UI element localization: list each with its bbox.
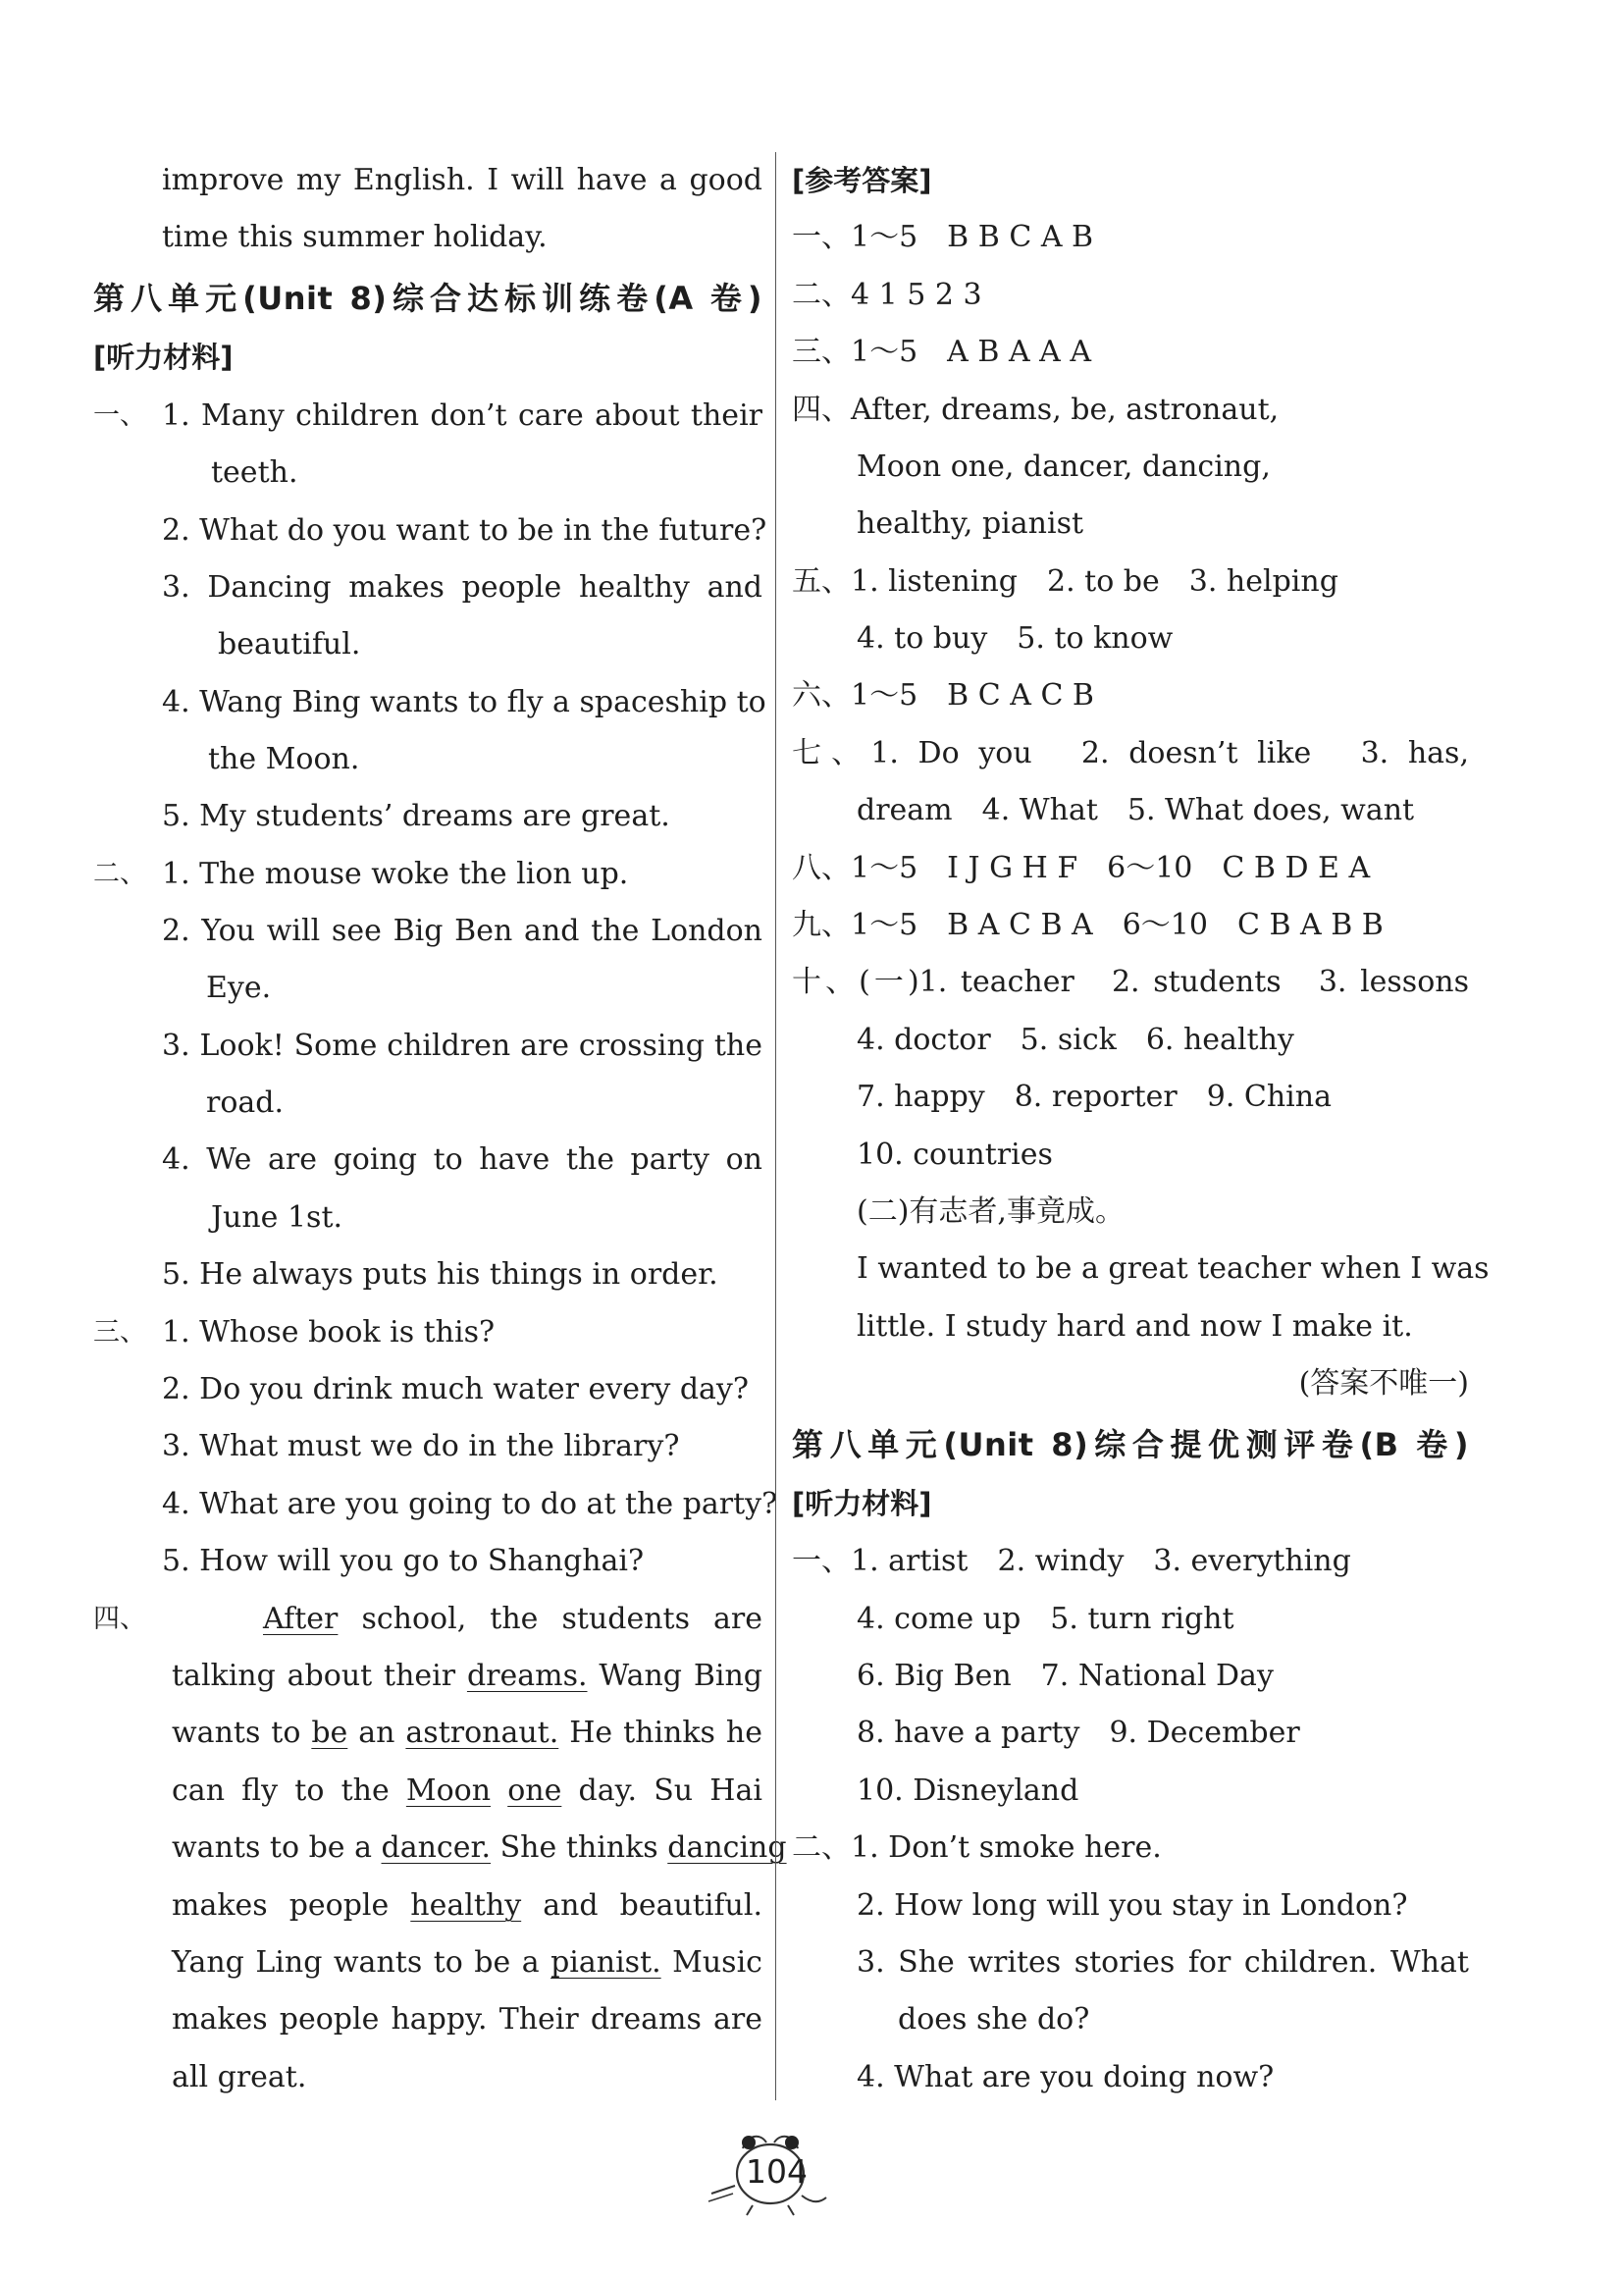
answer-8: 八、1～5 I J G H F 6～10 C B D E A [792,851,1371,885]
s2-line-8: 5. He always puts his things in order. [162,1257,718,1292]
passage-word: students [561,1602,690,1636]
passage-word: makes [172,2002,268,2037]
passage-word: beautiful. [619,1888,762,1923]
passage-word: their [384,1659,456,1693]
passage-word: Yang [172,1945,244,1980]
s2-line-6: 4. We are going to have the party on [162,1142,762,1177]
s3-line-4: 4. What are you going to do at the party? [162,1487,778,1521]
s3-line-3: 3. What must we do in the library? [162,1429,680,1463]
passage-word: day. [578,1773,638,1808]
passage-line-5 [172,1820,787,1877]
passage-word: Wang [599,1659,682,1693]
blank-answer-be: be [311,1716,348,1750]
answer-3: 三、1～5 A B A A A [792,335,1092,369]
passage-word: Music [672,1945,762,1980]
passage-word: to [433,1945,463,1980]
section-2-mark: 二、 [93,859,146,889]
b2-line-1: 二、1. Don’t smoke here. [792,1830,1162,1865]
passage-word: be [474,1945,511,1980]
answer-10-line-5: (二)有志者,事竟成。 [857,1194,1125,1229]
passage-word: the [341,1773,390,1808]
listening-material-tag-b: [听力材料] [792,1487,932,1520]
s3-line-2: 2. Do you drink much water every day? [162,1372,749,1406]
b1-line-1: 一、1. artist 2. windy 3. everything [792,1544,1351,1578]
answer-7-line-1: 七、1. Do you 2. doesn’t like 3. has, [792,736,1469,770]
answer-5-line-2: 4. to buy 5. to know [857,621,1174,656]
passage-line-2 [172,1648,762,1705]
answer-10-line-2: 4. doctor 5. sick 6. healthy [857,1023,1294,1057]
passage-word: wants [333,1945,423,1980]
passage-word: can [172,1773,226,1808]
passage-word: fly [241,1773,279,1808]
s1-line-3: 2. What do you want to be in the future? [162,513,767,548]
b1-line-2: 4. come up 5. turn right [857,1602,1234,1636]
intro-line-2: time this summer holiday. [162,220,548,254]
passage-word: He [569,1716,613,1750]
passage-word: dreams [590,2002,702,2037]
blank-answer-dreams: dreams. [466,1659,588,1693]
passage-line-7 [172,1934,762,1991]
passage-word: She [499,1830,557,1865]
s1-line-8: 5. My students’ dreams are great. [162,799,670,833]
passage-word: an [358,1716,395,1750]
b1-line-5: 10. Disneyland [857,1773,1079,1808]
blank-answer-pianist: pianist. [550,1945,661,1980]
page-number: 104 [746,2152,808,2191]
blank-answer-astronaut: astronaut. [405,1716,559,1750]
answer-2: 二、4 1 5 2 3 [792,278,982,312]
s2-line-4: 3. Look! Some children are crossing the [162,1029,762,1063]
section-title-a: 第八单元(Unit 8)综合达标训练卷(A 卷) [93,280,762,317]
passage-word: a [354,1830,372,1865]
answer-note: (答案不唯一) [1298,1366,1469,1401]
answer-10-line-3: 7. happy 8. reporter 9. China [857,1080,1332,1114]
blank-answer-after: After [263,1602,339,1636]
blank-answer-moon: Moon [405,1773,492,1808]
answer-4-line-1: 四、After, dreams, be, astronaut, [792,393,1280,427]
blank-answer-dancer: dancer. [381,1830,492,1865]
s3-line-1: 1. Whose book is this? [162,1315,496,1350]
passage-word: he [725,1716,762,1750]
s1-line-7: the Moon. [208,742,360,776]
passage-word: Hai [709,1773,762,1808]
listening-material-tag: [听力材料] [93,341,234,374]
blank-answer-one: one [507,1773,562,1808]
passage-word: about [287,1659,373,1693]
answer-4-line-2: Moon one, dancer, dancing, [857,450,1271,484]
b2-line-4: does she do? [898,2002,1090,2037]
b2-line-2: 2. How long will you stay in London? [857,1888,1408,1923]
s1-line-1: 1. Many children don’t care about their [162,398,762,433]
section-4-mark: 四、 [93,1604,146,1634]
section-3-mark: 三、 [93,1317,146,1348]
answer-10-line-7: little. I study hard and now I make it. [857,1309,1413,1344]
passage-line-1 [263,1591,762,1648]
answers-tag: [参考答案] [792,164,932,197]
passage-word: thinks [623,1716,715,1750]
passage-word: thinks [565,1830,658,1865]
passage-word: are [712,2002,762,2037]
s1-line-2: teeth. [211,455,298,490]
passage-word: Ling [255,1945,323,1980]
section-title-b: 第八单元(Unit 8)综合提优测评卷(B 卷) [792,1426,1469,1463]
passage-line-4 [172,1763,762,1820]
passage-word: makes [172,1888,268,1923]
b1-line-3: 6. Big Ben 7. National Day [857,1659,1274,1693]
s2-line-7: June 1st. [211,1200,343,1235]
passage-word: the [490,1602,539,1636]
s3-line-5: 5. How will you go to Shanghai? [162,1544,645,1578]
s2-line-2: 2. You will see Big Ben and the London [162,914,762,948]
passage-word: to [294,1773,325,1808]
s2-line-1: 1. The mouse woke the lion up. [162,857,629,891]
blank-answer-dancing: dancing [667,1830,787,1865]
s1-line-5: beautiful. [218,627,361,662]
b2-line-3: 3. She writes stories for children. What [857,1945,1469,1980]
passage-line-6 [172,1878,762,1934]
passage-word: people [288,1888,390,1923]
passage-word: Their [498,2002,579,2037]
passage-word: wants [172,1716,261,1750]
b1-line-4: 8. have a party 9. December [857,1716,1300,1750]
passage-word: are [713,1602,763,1636]
answer-1: 一、1～5 B B C A B [792,220,1094,254]
answer-10-line-6: I wanted to be a great teacher when I was [857,1251,1490,1286]
passage-line-3 [172,1705,762,1762]
passage-word: people [279,2002,380,2037]
passage-word: wants [172,1830,261,1865]
s2-line-3: Eye. [206,971,272,1005]
answer-10-line-4: 10. countries [857,1138,1053,1172]
answer-4-line-3: healthy, pianist [857,506,1084,541]
passage-line-9: all great. [172,2060,307,2094]
blank-answer-healthy: healthy [410,1888,522,1923]
passage-word: to [271,1716,301,1750]
passage-word: happy. [391,2002,488,2037]
passage-word: a [521,1945,540,1980]
answer-7-line-2: dream 4. What 5. What does, want [857,793,1415,827]
passage-word: to [269,1830,300,1865]
section-1-mark: 一、 [93,400,146,431]
passage-word: be [308,1830,345,1865]
s2-line-5: road. [206,1085,285,1120]
passage-word: and [543,1888,599,1923]
passage-word: talking [172,1659,276,1693]
b2-line-5: 4. What are you doing now? [857,2060,1275,2094]
s1-line-4: 3. Dancing makes people healthy and [162,570,762,605]
passage-word: school, [361,1602,467,1636]
passage-word: Su [654,1773,694,1808]
passage-word: Bing [693,1659,762,1693]
s1-line-6: 4. Wang Bing wants to fly a spaceship to [162,685,766,719]
intro-line-1: improve my English. I will have a good [162,163,762,197]
passage-line-8 [172,1991,762,2048]
answer-9: 九、1～5 B A C B A 6～10 C B A B B [792,908,1384,942]
answer-10-line-1: 十、(一)1. teacher 2. students 3. lessons [792,965,1469,999]
column-divider [775,152,776,2100]
answer-5-line-1: 五、1. listening 2. to be 3. helping [792,564,1338,599]
answer-6: 六、1～5 B C A C B [792,678,1094,713]
